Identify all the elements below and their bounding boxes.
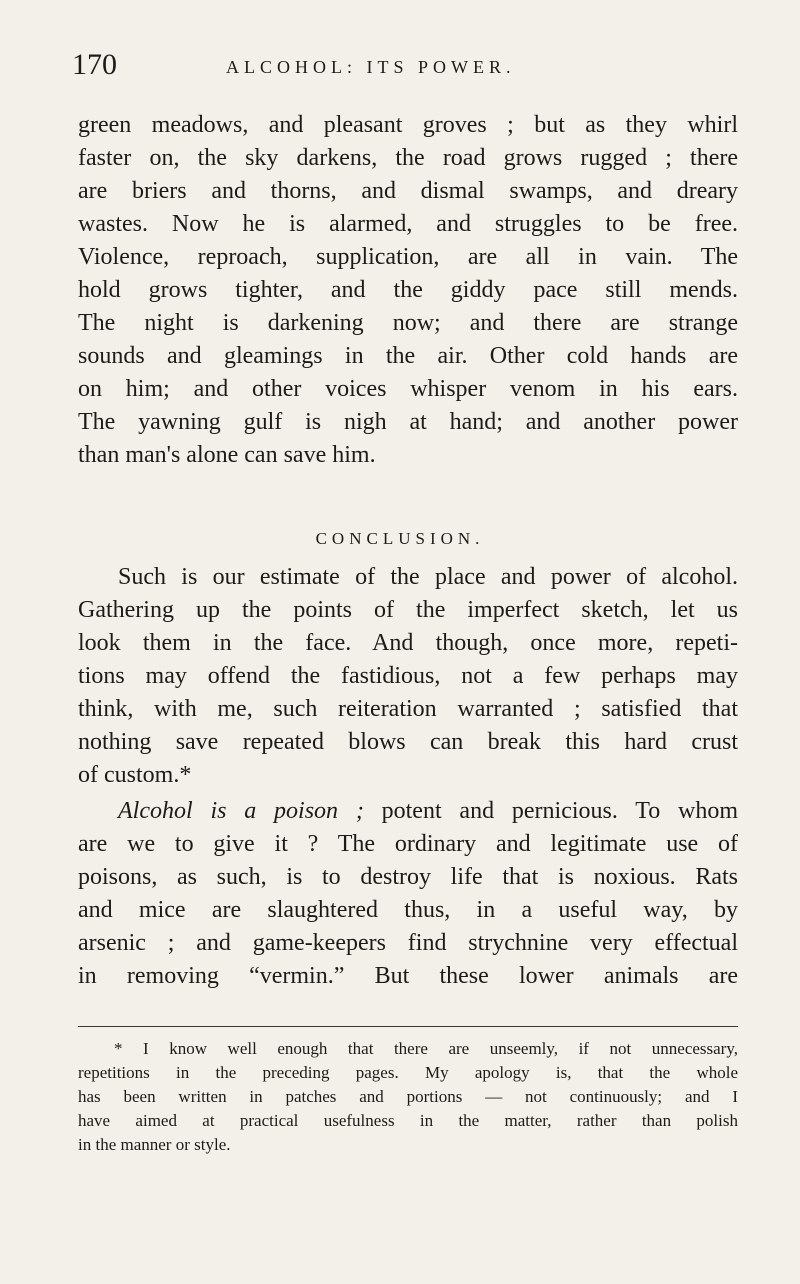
- text-line: Gathering up the points of the imperfect sketch, let us: [78, 597, 738, 623]
- text-line: sounds and gleamings in the air. Other cold hands are: [78, 343, 738, 369]
- footnote-line: * I know well enough that there are unseemly, if not unnecessary,: [114, 1039, 738, 1058]
- footnote-line: repetitions in the preceding pages. My apology is, that the whole: [78, 1063, 738, 1082]
- text-line: are we to give it ? The ordinary and legitimate use of: [78, 831, 738, 857]
- text-line: wastes. Now he is alarmed, and struggles to be free.: [78, 211, 738, 237]
- running-title: ALCOHOL: ITS POWER.: [226, 57, 516, 77]
- text-line: [118, 796, 738, 826]
- text-line: hold grows tighter, and the giddy pace still mends.: [78, 277, 738, 303]
- text-line: faster on, the sky darkens, the road grows rugged ; there: [78, 145, 738, 171]
- text-line: look them in the face. And though, once more, repeti-: [78, 630, 738, 656]
- text-line: and mice are slaughtered thus, in a useful way, by: [78, 897, 738, 923]
- text-line: arsenic ; and game-keepers find strychnine very effectual: [78, 930, 738, 956]
- text-line: think, with me, such reiteration warranted ; satisfied that: [78, 696, 738, 722]
- text-line: The night is darkening now; and there are strange: [78, 310, 738, 336]
- italic-lead: Alcohol is a poison ;: [118, 798, 364, 824]
- text-line: Such is our estimate of the place and power of alcohol.: [118, 564, 738, 590]
- footnote-line: has been written in patches and portions — not continuously; and I: [78, 1087, 738, 1106]
- text-line: Violence, reproach, supplication, are all in vain. The: [78, 244, 738, 270]
- text-line: than man's alone can save him.: [78, 442, 376, 468]
- section-heading: CONCLUSION.: [315, 529, 485, 548]
- text-line: green meadows, and pleasant groves ; but as they whirl: [78, 112, 738, 138]
- footnote-line: in the manner or style.: [78, 1135, 231, 1154]
- text-line: are briers and thorns, and dismal swamps, and dreary: [78, 178, 738, 204]
- text-line: of custom.*: [78, 762, 192, 788]
- text-line: poisons, as such, is to destroy life that is noxious. Rats: [78, 864, 738, 890]
- text-line: nothing save repeated blows can break this hard crust: [78, 729, 738, 755]
- footnote-line: have aimed at practical usefulness in the matter, rather than polish: [78, 1111, 738, 1130]
- text-line: tions may offend the fastidious, not a few perhaps may: [78, 663, 738, 689]
- line-rest: potent and pernicious. To whom: [363, 798, 738, 824]
- text-line: in removing “vermin.” But these lower animals are: [78, 963, 738, 989]
- page-number: 170: [72, 48, 117, 81]
- text-line: on him; and other voices whisper venom in his ears.: [78, 376, 738, 402]
- footnote-divider: [78, 1026, 738, 1027]
- text-line: The yawning gulf is nigh at hand; and another power: [78, 409, 738, 435]
- running-head: [72, 46, 732, 86]
